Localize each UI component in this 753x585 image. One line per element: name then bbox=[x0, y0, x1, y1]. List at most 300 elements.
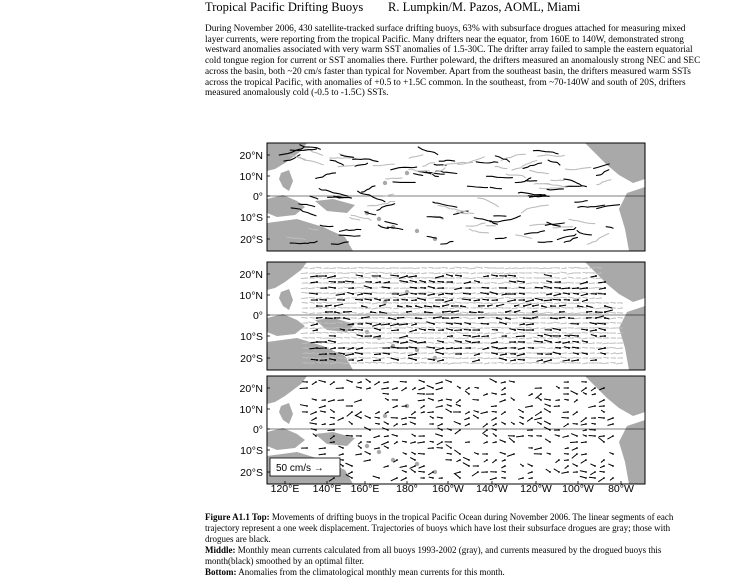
vector-dot bbox=[390, 292, 392, 294]
vector-dot bbox=[551, 277, 553, 279]
vector-dot bbox=[502, 362, 504, 364]
vector-dot bbox=[595, 329, 597, 331]
current-vector bbox=[385, 283, 391, 284]
vector-dot bbox=[550, 281, 552, 283]
vector-dot bbox=[593, 332, 595, 334]
current-vector bbox=[476, 267, 482, 268]
vector-dot bbox=[397, 307, 399, 309]
vector-dot bbox=[579, 332, 581, 334]
vector-dot bbox=[474, 272, 476, 274]
vector-dot bbox=[487, 293, 489, 295]
vector-dot bbox=[558, 399, 560, 401]
current-vector bbox=[336, 327, 342, 328]
current-vector bbox=[535, 418, 541, 420]
vector-dot bbox=[586, 297, 588, 299]
vector-dot bbox=[595, 275, 597, 277]
vector-dot bbox=[370, 299, 372, 301]
vector-dot bbox=[477, 465, 479, 467]
vector-dot bbox=[488, 307, 490, 309]
vector-dot bbox=[567, 453, 569, 455]
vector-dot bbox=[593, 277, 595, 279]
vector-dot bbox=[369, 267, 371, 269]
vector-dot bbox=[439, 267, 441, 269]
current-vector bbox=[389, 318, 396, 320]
vector-dot bbox=[418, 287, 420, 289]
vector-dot bbox=[593, 267, 595, 269]
vector-dot bbox=[376, 277, 378, 279]
vector-dot bbox=[369, 362, 371, 364]
vector-dot bbox=[313, 362, 315, 364]
vector-dot bbox=[523, 362, 525, 364]
current-vector bbox=[463, 457, 469, 460]
vector-dot bbox=[579, 302, 581, 304]
vector-dot bbox=[537, 337, 539, 339]
land-new-guinea bbox=[315, 199, 355, 213]
vector-dot bbox=[607, 327, 609, 329]
vector-dot bbox=[474, 317, 476, 319]
vector-dot bbox=[523, 341, 525, 343]
vector-dot bbox=[450, 453, 452, 455]
vector-dot bbox=[486, 423, 488, 425]
vector-dot bbox=[600, 297, 602, 299]
vector-dot bbox=[405, 465, 407, 467]
vector-dot bbox=[594, 405, 596, 407]
vector-dot bbox=[453, 277, 455, 279]
vector-dot bbox=[537, 327, 539, 329]
vector-dot bbox=[316, 281, 318, 283]
lat-tick-label: 20°N bbox=[239, 269, 263, 281]
vector-dot bbox=[352, 293, 354, 295]
vector-dot bbox=[469, 329, 471, 331]
vector-dot bbox=[383, 342, 385, 344]
vector-dot bbox=[537, 292, 539, 294]
vector-dot bbox=[383, 292, 385, 294]
vector-dot bbox=[487, 347, 489, 349]
vector-dot bbox=[600, 307, 602, 309]
vector-dot bbox=[495, 405, 497, 407]
vector-dot bbox=[544, 337, 546, 339]
current-vector bbox=[434, 273, 440, 274]
vector-dot bbox=[414, 417, 416, 419]
vector-dot bbox=[505, 359, 507, 361]
vector-dot bbox=[576, 465, 578, 467]
vector-dot bbox=[558, 357, 560, 359]
vector-dot bbox=[369, 381, 371, 383]
vector-dot bbox=[586, 341, 588, 343]
vector-dot bbox=[514, 341, 516, 343]
vector-dot bbox=[586, 302, 588, 304]
current-vector bbox=[406, 317, 412, 318]
vector-dot bbox=[369, 272, 371, 274]
vector-dot bbox=[460, 272, 462, 274]
vector-dot bbox=[348, 307, 350, 309]
vector-dot bbox=[453, 327, 455, 329]
vector-dot bbox=[423, 381, 425, 383]
vector-dot bbox=[565, 277, 567, 279]
vector-dot bbox=[397, 332, 399, 334]
vector-dot bbox=[486, 459, 488, 461]
vector-dot bbox=[559, 281, 561, 283]
current-vector bbox=[425, 306, 432, 307]
vector-dot bbox=[390, 297, 392, 299]
vector-dot bbox=[488, 312, 490, 314]
current-vector bbox=[301, 273, 307, 274]
vector-dot bbox=[361, 323, 363, 325]
vector-dot bbox=[324, 447, 326, 449]
current-vector bbox=[456, 358, 461, 359]
vector-dot bbox=[348, 312, 350, 314]
vector-dot bbox=[397, 302, 399, 304]
vector-dot bbox=[425, 362, 427, 364]
current-vector bbox=[617, 348, 622, 349]
vector-dot bbox=[376, 267, 378, 269]
vector-dot bbox=[579, 347, 581, 349]
vector-dot bbox=[572, 337, 574, 339]
drifter-trajectory bbox=[439, 160, 455, 161]
vector-dot bbox=[418, 302, 420, 304]
vector-dot bbox=[320, 332, 322, 334]
vector-dot bbox=[327, 307, 329, 309]
vector-dot bbox=[404, 312, 406, 314]
vector-dot bbox=[579, 277, 581, 279]
caption-middle-label: Middle: bbox=[205, 545, 236, 555]
vector-dot bbox=[537, 342, 539, 344]
vector-dot bbox=[316, 275, 318, 277]
vector-dot bbox=[432, 337, 434, 339]
drifter-trajectory bbox=[569, 219, 595, 223]
vector-dot bbox=[313, 287, 315, 289]
vector-dot bbox=[320, 272, 322, 274]
vector-dot bbox=[369, 459, 371, 461]
vector-dot bbox=[334, 332, 336, 334]
vector-dot bbox=[572, 307, 574, 309]
vector-dot bbox=[334, 311, 336, 313]
vector-dot bbox=[530, 307, 532, 309]
vector-dot bbox=[550, 341, 552, 343]
vector-dot bbox=[523, 272, 525, 274]
vector-dot bbox=[544, 292, 546, 294]
vector-dot bbox=[451, 323, 453, 325]
vector-dot bbox=[558, 267, 560, 269]
current-vector bbox=[553, 273, 559, 274]
vector-dot bbox=[565, 357, 567, 359]
vector-dot bbox=[509, 287, 511, 289]
vector-dot bbox=[551, 302, 553, 304]
vector-dot bbox=[414, 423, 416, 425]
current-vector bbox=[425, 312, 432, 313]
vector-dot bbox=[352, 359, 354, 361]
vector-dot bbox=[306, 411, 308, 413]
current-vector bbox=[463, 335, 470, 336]
vector-dot bbox=[612, 435, 614, 437]
current-vector bbox=[381, 324, 389, 325]
vector-dot bbox=[488, 282, 490, 284]
vector-dot bbox=[369, 327, 371, 329]
vector-dot bbox=[541, 353, 543, 355]
vector-dot bbox=[530, 277, 532, 279]
vector-dot bbox=[593, 347, 595, 349]
vector-dot bbox=[411, 332, 413, 334]
drifter-trajectory bbox=[575, 201, 587, 203]
vector-dot bbox=[315, 411, 317, 413]
vector-dot bbox=[516, 307, 518, 309]
vector-dot bbox=[593, 272, 595, 274]
vector-dot bbox=[334, 297, 336, 299]
vector-dot bbox=[390, 327, 392, 329]
vector-dot bbox=[460, 323, 462, 325]
vector-dot bbox=[565, 312, 567, 314]
vector-dot bbox=[341, 327, 343, 329]
vector-dot bbox=[495, 277, 497, 279]
vector-dot bbox=[405, 381, 407, 383]
vector-dot bbox=[468, 393, 470, 395]
vector-dot bbox=[415, 299, 417, 301]
vector-dot bbox=[603, 441, 605, 443]
vector-dot bbox=[306, 405, 308, 407]
vector-dot bbox=[541, 305, 543, 307]
vector-dot bbox=[341, 292, 343, 294]
land-island bbox=[365, 444, 369, 448]
vector-dot bbox=[532, 317, 534, 319]
current-vector bbox=[609, 347, 615, 348]
vector-dot bbox=[379, 311, 381, 313]
vector-dot bbox=[474, 352, 476, 354]
vector-dot bbox=[411, 342, 413, 344]
vector-dot bbox=[481, 357, 483, 359]
vector-dot bbox=[425, 307, 427, 309]
vector-dot bbox=[549, 429, 551, 431]
vector-dot bbox=[360, 387, 362, 389]
current-vector bbox=[329, 338, 335, 339]
vector-dot bbox=[313, 322, 315, 324]
current-vector bbox=[544, 427, 550, 430]
vector-dot bbox=[361, 293, 363, 295]
vector-dot bbox=[411, 312, 413, 314]
vector-dot bbox=[343, 299, 345, 301]
vector-dot bbox=[418, 337, 420, 339]
current-vector bbox=[455, 430, 460, 434]
vector-dot bbox=[505, 347, 507, 349]
vector-dot bbox=[567, 423, 569, 425]
vector-dot bbox=[439, 277, 441, 279]
vector-dot bbox=[481, 302, 483, 304]
vector-dot bbox=[586, 327, 588, 329]
vector-dot bbox=[362, 342, 364, 344]
vector-dot bbox=[514, 293, 516, 295]
vector-dot bbox=[509, 362, 511, 364]
vector-dot bbox=[411, 267, 413, 269]
vector-dot bbox=[559, 311, 561, 313]
vector-dot bbox=[355, 287, 357, 289]
vector-dot bbox=[558, 277, 560, 279]
current-vector bbox=[469, 268, 475, 269]
vector-dot bbox=[478, 317, 480, 319]
vector-dot bbox=[411, 272, 413, 274]
vector-dot bbox=[603, 405, 605, 407]
map-panel-mean-currents bbox=[267, 262, 645, 370]
current-vector bbox=[336, 278, 342, 279]
vector-dot bbox=[478, 281, 480, 283]
vector-dot bbox=[579, 292, 581, 294]
vector-dot bbox=[362, 287, 364, 289]
current-vector bbox=[525, 406, 532, 407]
vector-dot bbox=[362, 312, 364, 314]
vector-dot bbox=[390, 362, 392, 364]
current-vector bbox=[443, 311, 450, 312]
current-vector bbox=[399, 307, 405, 308]
vector-dot bbox=[576, 411, 578, 413]
vector-dot bbox=[586, 307, 588, 309]
vector-dot bbox=[343, 317, 345, 319]
vector-dot bbox=[612, 465, 614, 467]
drifter-trajectory bbox=[516, 235, 532, 238]
vector-dot bbox=[442, 317, 444, 319]
vector-dot bbox=[423, 471, 425, 473]
vector-dot bbox=[453, 272, 455, 274]
vector-dot bbox=[325, 287, 327, 289]
lon-tick-label: 80°W bbox=[608, 483, 634, 495]
current-vector bbox=[575, 337, 580, 338]
vector-dot bbox=[355, 267, 357, 269]
vector-dot bbox=[537, 347, 539, 349]
vector-dot bbox=[355, 282, 357, 284]
current-vector bbox=[454, 472, 460, 474]
vector-dot bbox=[406, 293, 408, 295]
vector-dot bbox=[558, 327, 560, 329]
vector-dot bbox=[550, 329, 552, 331]
drifter-trajectory bbox=[418, 147, 438, 155]
vector-dot bbox=[585, 381, 587, 383]
vector-dot bbox=[558, 272, 560, 274]
vector-dot bbox=[306, 342, 308, 344]
current-vector bbox=[571, 391, 577, 394]
vector-dot bbox=[586, 347, 588, 349]
vector-dot bbox=[341, 337, 343, 339]
drifter-trajectory bbox=[606, 227, 613, 229]
vector-dot bbox=[586, 362, 588, 364]
vector-dot bbox=[306, 277, 308, 279]
vector-dot bbox=[603, 435, 605, 437]
vector-dot bbox=[550, 353, 552, 355]
vector-dot bbox=[446, 342, 448, 344]
vector-dot bbox=[460, 332, 462, 334]
vector-dot bbox=[379, 281, 381, 283]
vector-dot bbox=[550, 299, 552, 301]
vector-dot bbox=[621, 302, 623, 304]
current-vector bbox=[350, 332, 356, 333]
vector-dot bbox=[360, 381, 362, 383]
vector-dot bbox=[369, 332, 371, 334]
vector-dot bbox=[341, 362, 343, 364]
vector-dot bbox=[572, 277, 574, 279]
vector-dot bbox=[621, 317, 623, 319]
land-island bbox=[377, 217, 381, 221]
vector-dot bbox=[531, 477, 533, 479]
vector-dot bbox=[523, 299, 525, 301]
vector-dot bbox=[621, 307, 623, 309]
vector-dot bbox=[425, 357, 427, 359]
vector-dot bbox=[577, 305, 579, 307]
vector-dot bbox=[411, 302, 413, 304]
vector-dot bbox=[576, 393, 578, 395]
current-vector bbox=[540, 313, 545, 314]
current-vector bbox=[572, 454, 577, 458]
vector-dot bbox=[439, 292, 441, 294]
vector-dot bbox=[540, 453, 542, 455]
vector-dot bbox=[567, 381, 569, 383]
vector-dot bbox=[572, 342, 574, 344]
vector-dot bbox=[595, 293, 597, 295]
vector-dot bbox=[550, 335, 552, 337]
vector-dot bbox=[334, 317, 336, 319]
vector-dot bbox=[469, 293, 471, 295]
vector-dot bbox=[341, 307, 343, 309]
vector-dot bbox=[327, 342, 329, 344]
vector-dot bbox=[360, 435, 362, 437]
vector-dot bbox=[313, 302, 315, 304]
vector-dot bbox=[327, 322, 329, 324]
vector-dot bbox=[360, 447, 362, 449]
vector-dot bbox=[621, 332, 623, 334]
vector-dot bbox=[522, 477, 524, 479]
drifter-trajectory bbox=[423, 163, 435, 167]
current-vector bbox=[562, 288, 569, 289]
vector-dot bbox=[496, 317, 498, 319]
vector-dot bbox=[425, 267, 427, 269]
vector-dot bbox=[600, 362, 602, 364]
current-vector bbox=[469, 318, 475, 319]
vector-dot bbox=[415, 305, 417, 307]
vector-dot bbox=[379, 353, 381, 355]
vector-dot bbox=[415, 317, 417, 319]
current-vector bbox=[343, 332, 349, 333]
current-vector bbox=[392, 312, 398, 313]
vector-dot bbox=[509, 337, 511, 339]
vector-dot bbox=[495, 471, 497, 473]
vector-dot bbox=[522, 417, 524, 419]
vector-dot bbox=[621, 327, 623, 329]
vector-dot bbox=[387, 399, 389, 401]
vector-dot bbox=[432, 267, 434, 269]
vector-dot bbox=[469, 299, 471, 301]
vector-dot bbox=[334, 327, 336, 329]
vector-dot bbox=[481, 337, 483, 339]
vector-dot bbox=[387, 393, 389, 395]
vector-dot bbox=[306, 337, 308, 339]
vector-dot bbox=[405, 453, 407, 455]
vector-dot bbox=[537, 272, 539, 274]
vector-dot bbox=[327, 332, 329, 334]
vector-dot bbox=[348, 277, 350, 279]
vector-dot bbox=[495, 332, 497, 334]
current-vector bbox=[504, 273, 510, 274]
current-vector bbox=[533, 303, 538, 304]
vector-dot bbox=[513, 423, 515, 425]
vector-dot bbox=[397, 299, 399, 301]
vector-dot bbox=[558, 435, 560, 437]
vector-dot bbox=[530, 342, 532, 344]
vector-dot bbox=[576, 423, 578, 425]
vector-dot bbox=[495, 429, 497, 431]
caption-top bbox=[205, 512, 690, 545]
current-vector bbox=[456, 267, 461, 268]
current-vector bbox=[581, 418, 586, 422]
vector-dot bbox=[388, 347, 390, 349]
vector-dot bbox=[320, 282, 322, 284]
vector-dot bbox=[551, 357, 553, 359]
vector-dot bbox=[459, 423, 461, 425]
vector-dot bbox=[362, 307, 364, 309]
